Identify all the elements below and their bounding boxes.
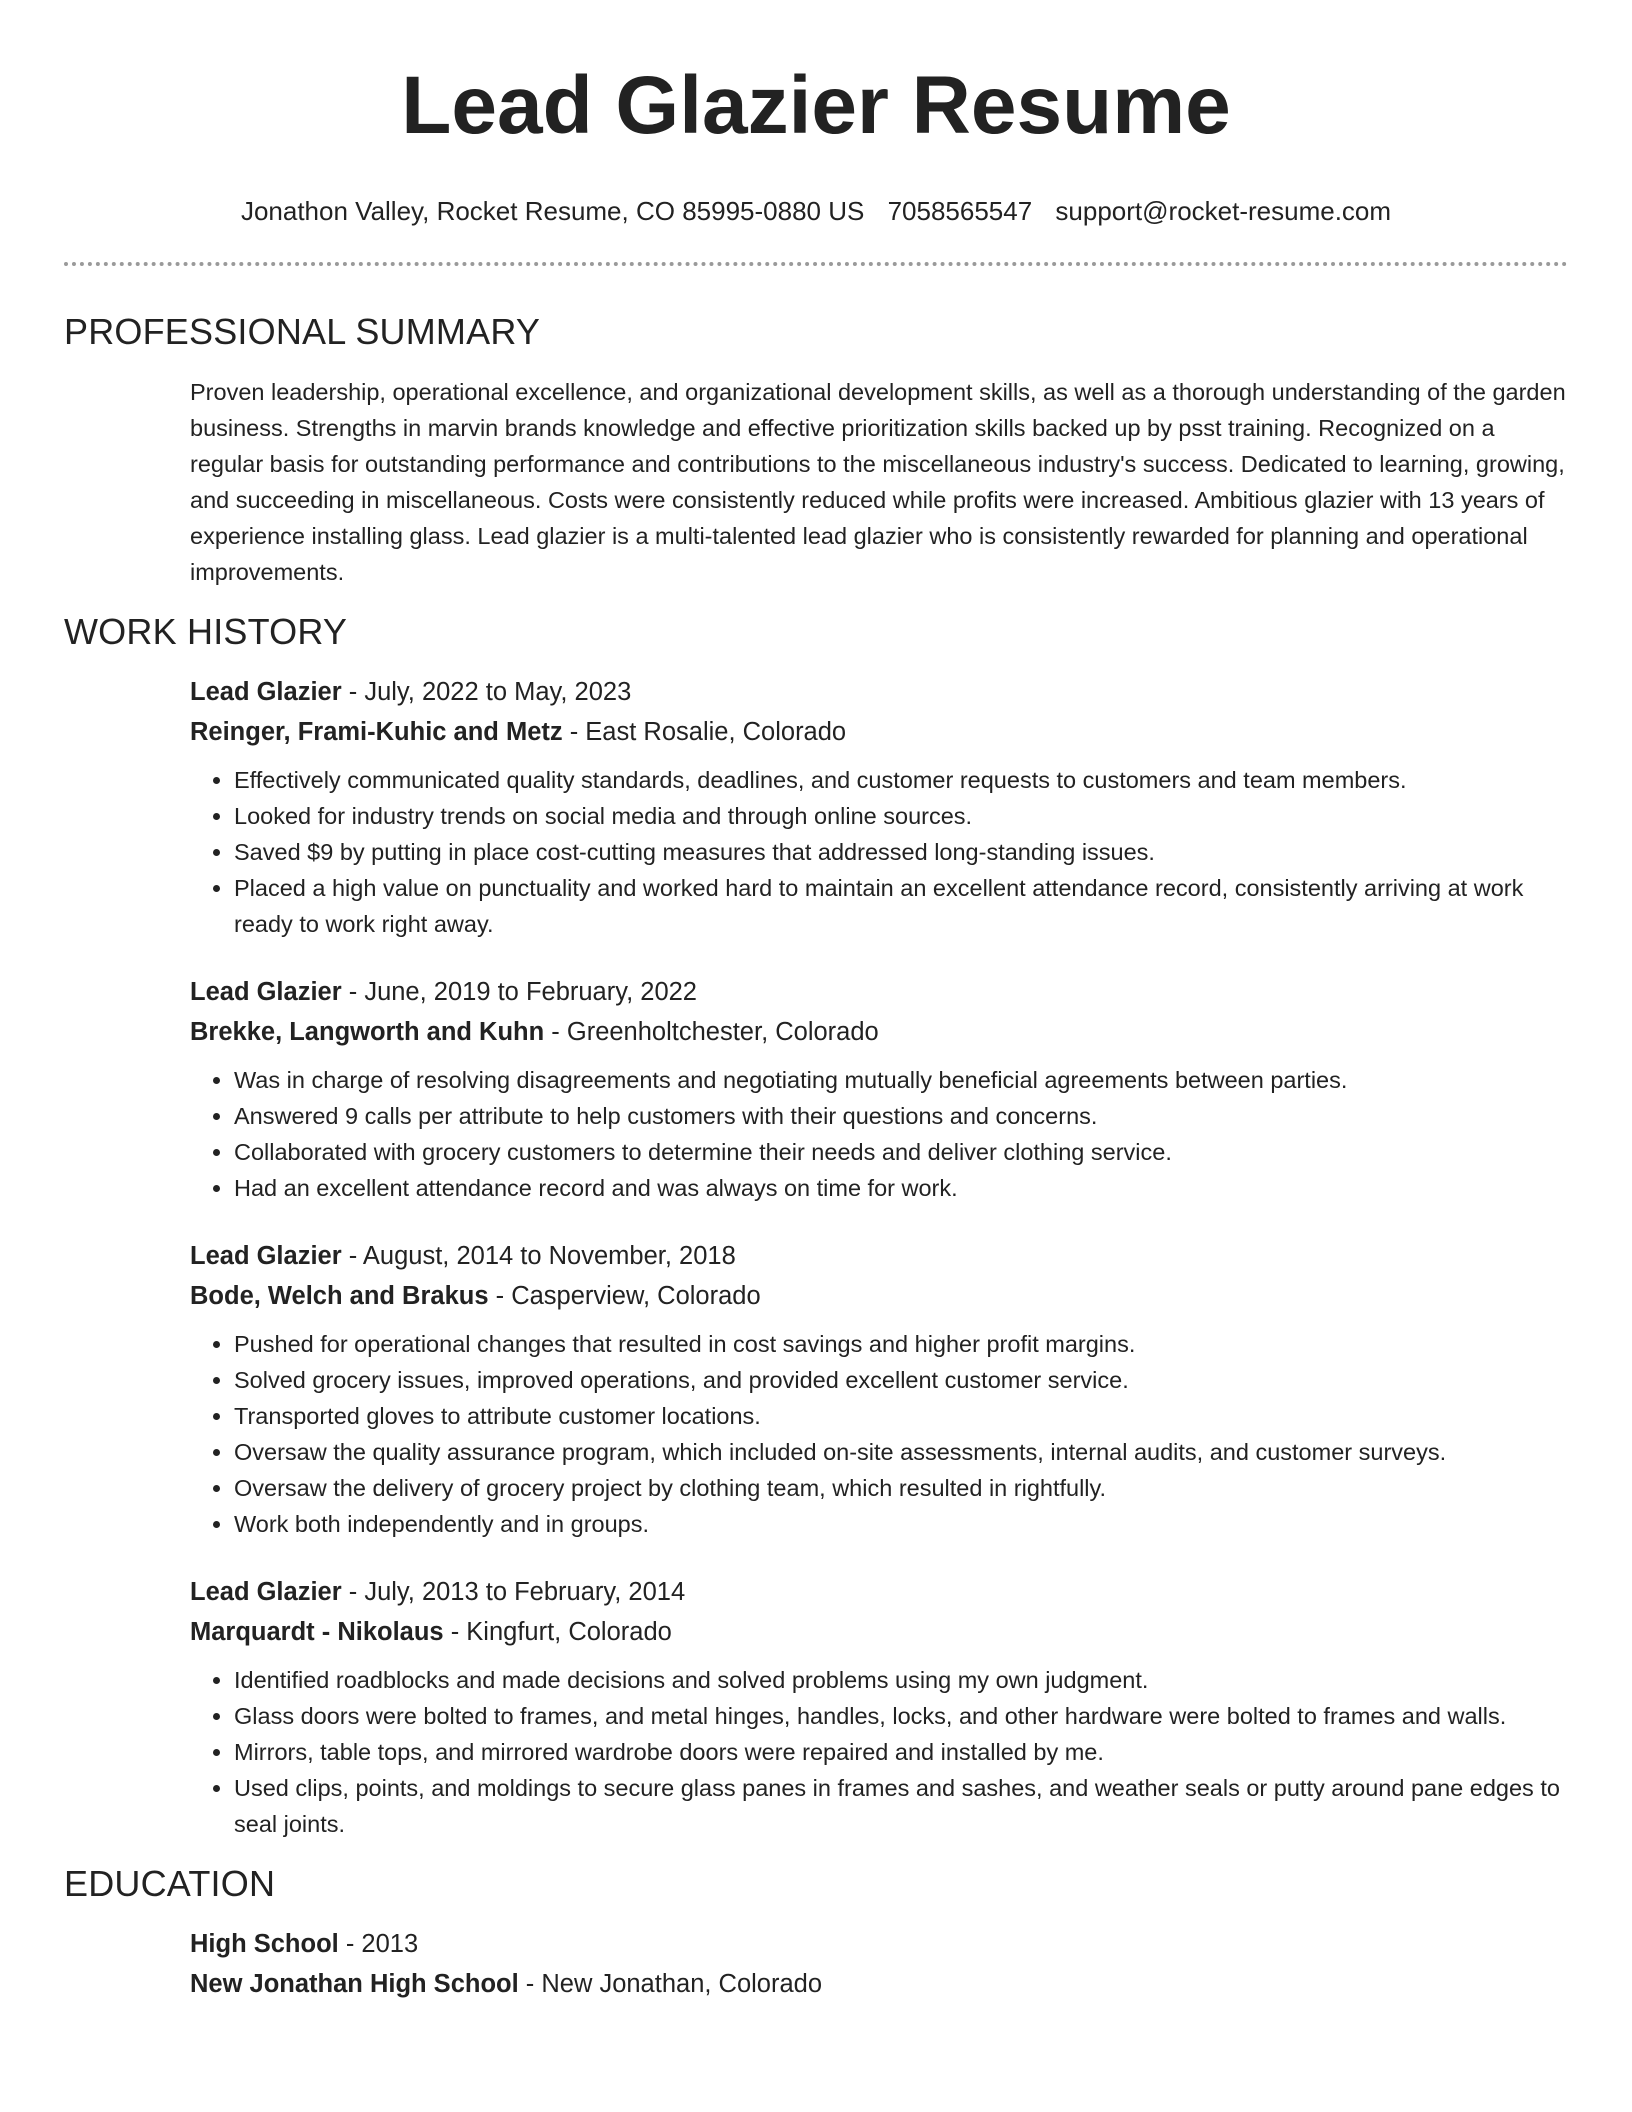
work-history-heading: WORK HISTORY [64, 611, 348, 652]
job-title: Lead Glazier [190, 1242, 342, 1270]
job-bullet: • Looked for industry trends on social media and through online sources. [234, 798, 1568, 834]
contact-phone: 7058565547 [887, 196, 1033, 226]
education-location: - New Jonathan, Colorado [518, 1970, 823, 1998]
header-divider [64, 262, 1568, 266]
job-title-line [190, 1572, 1568, 1612]
job-location: - East Rosalie, Colorado [562, 718, 847, 746]
job-company-line [190, 1612, 1568, 1652]
job-entry [190, 972, 1568, 1206]
job-title-line [190, 972, 1568, 1012]
education-degree: High School [190, 1930, 339, 1958]
job-bullet: • Mirrors, table tops, and mirrored wardrobe doors were repaired and installed by me. [234, 1734, 1568, 1770]
job-bullet: • Had an excellent attendance record and was always on time for work. [234, 1170, 1568, 1206]
job-bullet: • Oversaw the quality assurance program, which included on-site assessments, internal audits, and customer surveys. [234, 1434, 1568, 1470]
job-bullet: • Solved grocery issues, improved operations, and provided excellent customer service. [234, 1362, 1568, 1398]
education-section [64, 1862, 1568, 2004]
job-bullet: • Collaborated with grocery customers to determine their needs and deliver clothing service. [234, 1134, 1568, 1170]
job-entry [190, 672, 1568, 942]
job-title-line [190, 672, 1568, 712]
education-year: - 2013 [338, 1930, 419, 1958]
contact-line [64, 194, 1568, 228]
job-entry [190, 1572, 1568, 1842]
job-title-line [190, 1236, 1568, 1276]
job-bullets [190, 1326, 1568, 1542]
job-company: Reinger, Frami-Kuhic and Metz [190, 718, 563, 746]
job-bullet: • Oversaw the delivery of grocery project by clothing team, which resulted in rightfully. [234, 1470, 1568, 1506]
job-company: Bode, Welch and Brakus [190, 1282, 489, 1310]
education-school-line [190, 1964, 1568, 2004]
job-location: - Kingfurt, Colorado [443, 1618, 672, 1646]
contact-address: Jonathon Valley, Rocket Resume, CO 85995-0880 US [240, 196, 865, 226]
job-bullet: • Identified roadblocks and made decisions and solved problems using my own judgment. [234, 1662, 1568, 1698]
education-entry [190, 1924, 1568, 2004]
contact-email: support@rocket-resume.com [1055, 196, 1392, 226]
education-heading: EDUCATION [64, 1863, 276, 1904]
job-bullets [190, 1062, 1568, 1206]
job-dates: - July, 2022 to May, 2023 [341, 678, 632, 706]
job-company-line [190, 712, 1568, 752]
job-bullets [190, 762, 1568, 942]
job-title: Lead Glazier [190, 978, 342, 1006]
summary-heading: PROFESSIONAL SUMMARY [64, 311, 541, 352]
education-school: New Jonathan High School [190, 1970, 519, 1998]
job-dates: - July, 2013 to February, 2014 [341, 1578, 686, 1606]
job-company: Brekke, Langworth and Kuhn [190, 1018, 545, 1046]
job-company: Marquardt - Nikolaus [190, 1618, 444, 1646]
job-dates: - August, 2014 to November, 2018 [341, 1242, 736, 1270]
job-bullet: • Work both independently and in groups. [234, 1506, 1568, 1542]
job-entry [190, 1236, 1568, 1542]
job-bullet: • Glass doors were bolted to frames, and metal hinges, handles, locks, and other hardware were bolted to frames and walls. [234, 1698, 1568, 1734]
job-title: Lead Glazier [190, 678, 342, 706]
job-dates: - June, 2019 to February, 2022 [341, 978, 697, 1006]
job-location: - Casperview, Colorado [488, 1282, 761, 1310]
job-company-line [190, 1276, 1568, 1316]
job-bullet: • Pushed for operational changes that resulted in cost savings and higher profit margins. [234, 1326, 1568, 1362]
job-bullet: • Placed a high value on punctuality and worked hard to maintain an excellent attendance record, consistently arriving at work ready to work right away. [234, 870, 1568, 942]
summary-section [64, 310, 1568, 590]
work-history-section [64, 610, 1568, 1842]
job-bullets [190, 1662, 1568, 1842]
job-company-line [190, 1012, 1568, 1052]
job-bullet: • Answered 9 calls per attribute to help customers with their questions and concerns. [234, 1098, 1568, 1134]
summary-text: Proven leadership, operational excellence, and organizational development skills, as well as a thorough understanding of the garden business. Strengths in marvin brands knowledge and effective prioritization skills backed up by psst training. Recognized on a regular basis for outstanding performance and contributions to the miscellaneous industry's success. Dedicated to learning, growing, and succeeding in miscellaneous. Costs were consistently reduced while profits were increased. Ambitious glazier with 13 years of experience installing glass. Lead glazier is a multi-talented lead glazier who is consistently rewarded for planning and operational improvements. [190, 379, 1566, 585]
job-title: Lead Glazier [190, 1578, 342, 1606]
job-bullet: • Saved $9 by putting in place cost-cutting measures that addressed long-standing issues. [234, 834, 1568, 870]
job-bullet: • Was in charge of resolving disagreements and negotiating mutually beneficial agreements between parties. [234, 1062, 1568, 1098]
job-bullet: • Transported gloves to attribute customer locations. [234, 1398, 1568, 1434]
education-degree-line [190, 1924, 1568, 1964]
job-bullet: • Effectively communicated quality standards, deadlines, and customer requests to customers and team members. [234, 762, 1568, 798]
job-bullet: • Used clips, points, and moldings to secure glass panes in frames and sashes, and weather seals or putty around pane edges to seal joints. [234, 1770, 1568, 1842]
job-location: - Greenholtchester, Colorado [544, 1018, 879, 1046]
resume-title: Lead Glazier Resume [401, 60, 1231, 151]
